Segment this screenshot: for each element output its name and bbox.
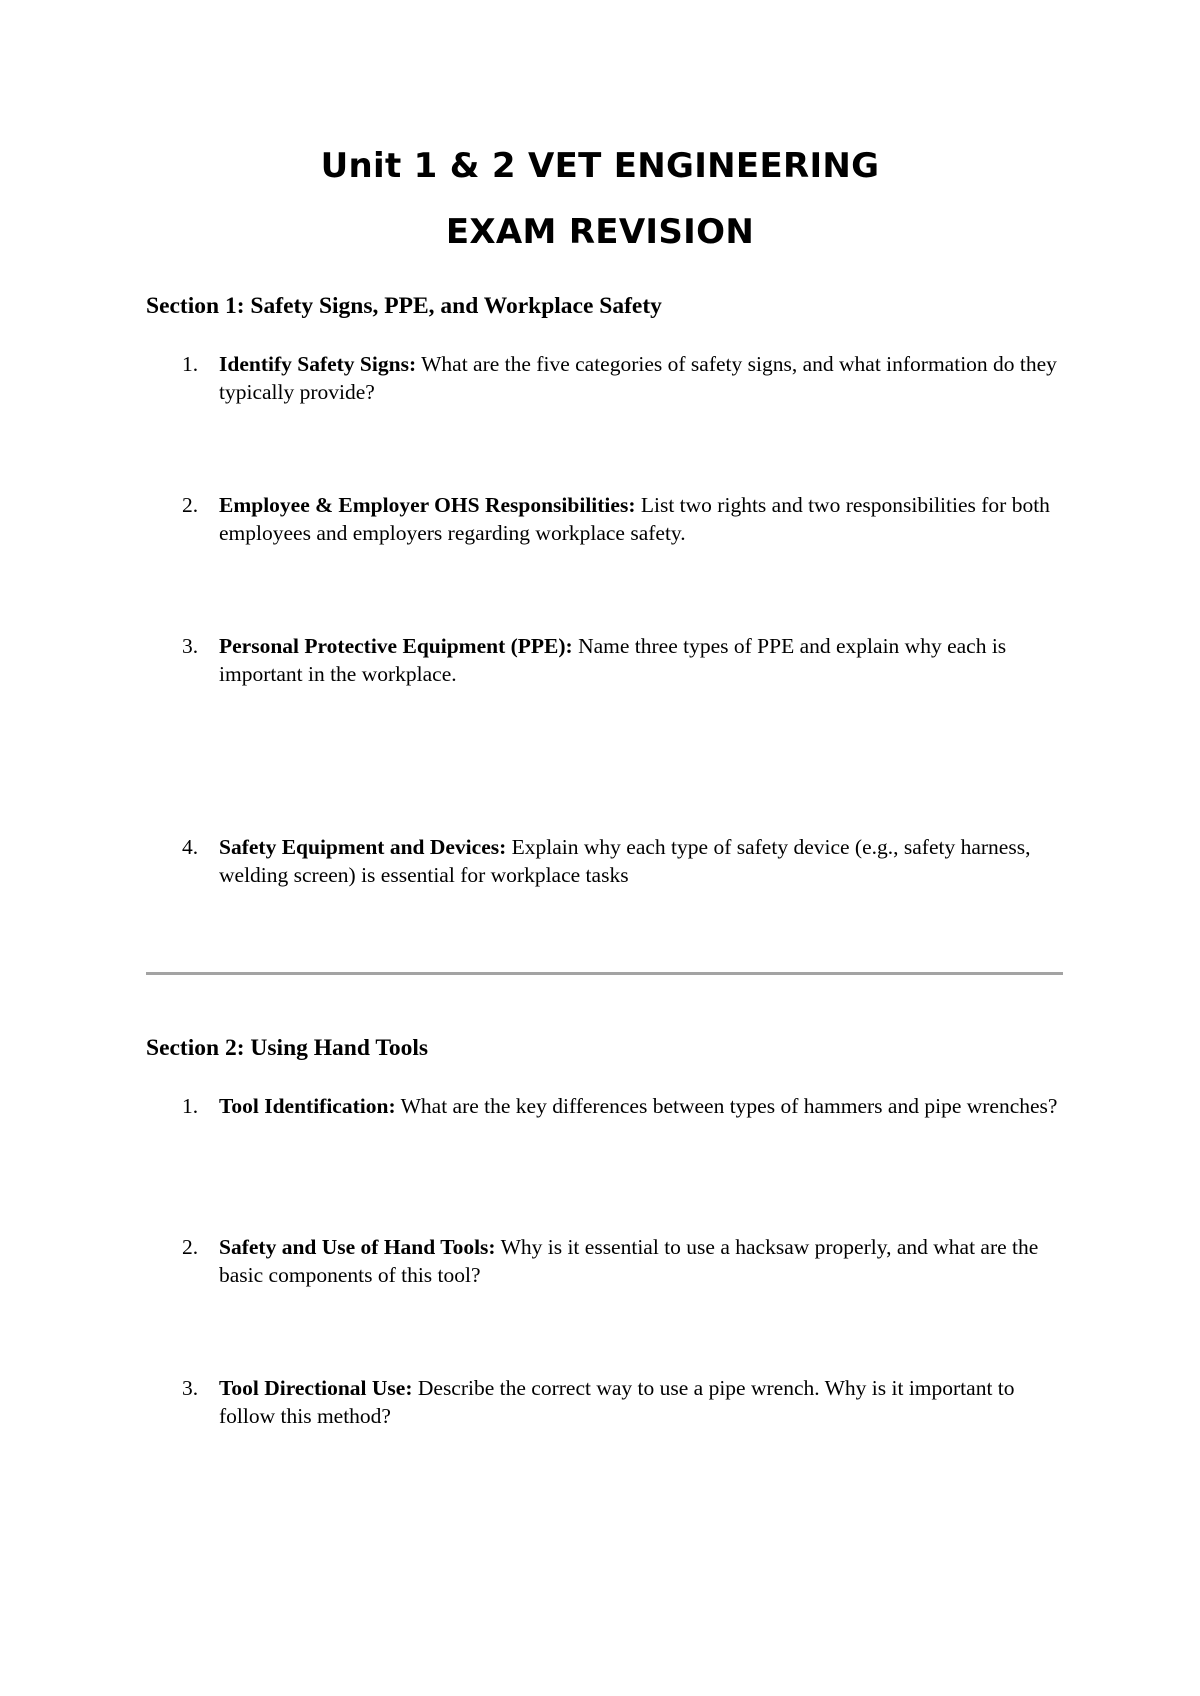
question-text	[219, 491, 1059, 547]
question-number: 1.	[182, 352, 199, 376]
question-number: 1.	[182, 1094, 199, 1118]
document-title: Unit 1 & 2 VET ENGINEERING	[320, 146, 880, 186]
question-body: Describe the correct way to use a pipe wrench. Why is it important to follow this method?	[219, 1376, 1015, 1428]
question-term: Employee & Employer OHS Responsibilities:	[219, 493, 636, 517]
question-number: 3.	[182, 634, 199, 658]
question-term: Tool Identification:	[219, 1094, 396, 1118]
list-item	[146, 1233, 1066, 1289]
list-item	[146, 632, 1066, 688]
list-item	[146, 833, 1066, 889]
list-item	[146, 1092, 1066, 1120]
question-body: Name three types of PPE and explain why each is important in the workplace.	[219, 634, 1007, 686]
question-term: Tool Directional Use:	[219, 1376, 413, 1400]
list-item	[146, 491, 1066, 547]
question-body: List two rights and two responsibilities for both employees and employers regarding workplace safety.	[219, 493, 1050, 545]
question-number: 2.	[182, 493, 199, 517]
question-term: Personal Protective Equipment (PPE):	[219, 634, 573, 658]
question-body: What are the key differences between types of hammers and pipe wrenches?	[400, 1094, 1058, 1118]
list-item	[146, 350, 1066, 406]
question-text	[219, 833, 1059, 889]
question-body: What are the five categories of safety signs, and what information do they typically provide?	[219, 352, 1057, 404]
question-body: Why is it essential to use a hacksaw properly, and what are the basic components of this tool?	[219, 1235, 1039, 1287]
document-subtitle: EXAM REVISION	[445, 212, 755, 252]
question-term: Safety Equipment and Devices:	[219, 835, 507, 859]
question-body: Explain why each type of safety device (e.g., safety harness, welding screen) is essential for workplace tasks	[219, 835, 1031, 887]
question-text	[219, 1233, 1059, 1289]
question-text	[219, 632, 1059, 688]
question-number: 4.	[182, 835, 199, 859]
section-heading: Section 1: Safety Signs, PPE, and Workplace Safety	[146, 293, 662, 319]
question-number: 3.	[182, 1376, 199, 1400]
question-text	[219, 1092, 1059, 1120]
question-text	[219, 1374, 1059, 1430]
question-number: 2.	[182, 1235, 199, 1259]
question-text	[219, 350, 1059, 406]
list-item	[146, 1374, 1066, 1430]
question-term: Safety and Use of Hand Tools:	[219, 1235, 496, 1259]
section-heading: Section 2: Using Hand Tools	[146, 1035, 429, 1061]
horizontal-divider	[146, 972, 1063, 975]
question-term: Identify Safety Signs:	[219, 352, 417, 376]
